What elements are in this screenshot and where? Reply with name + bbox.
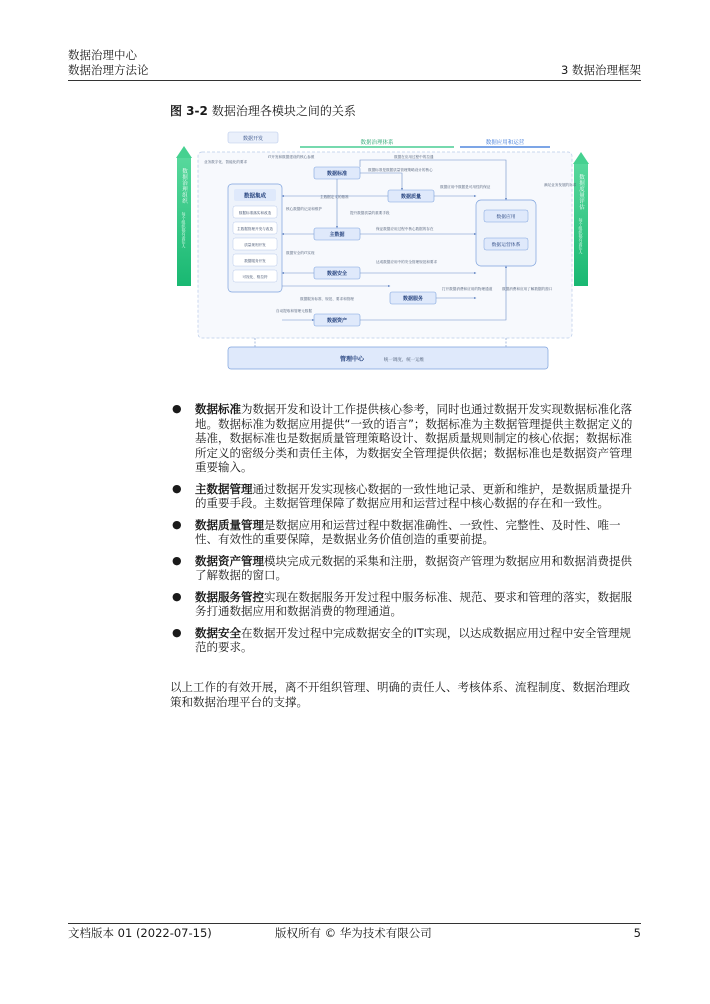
bullet-dot: ● xyxy=(172,481,182,495)
bullet-term: 数据质量管理 xyxy=(195,517,264,532)
header-divider xyxy=(68,80,641,81)
note-n2: IT开发和数据建设的核心参照 xyxy=(268,155,315,159)
bullet-text: 为数据开发和设计工作提供核心参考，同时也通过数据开发实现数据标准化落地。数据标准为数据应用提供“一致的语言”；数据标准为主数据管理提供主数据定义的基准，数据标准也是数据质量管理策略设计、数据质量规则制定的核心依据；数据标准所定义的密级分类和责任主体，为数据安全管理提供依据；数据标准也是数据资产管理重要输入。 xyxy=(195,402,633,474)
app-node-label: 数据应用 xyxy=(496,215,516,220)
note-n16: 自动提取和管理元数据 xyxy=(276,309,312,313)
note-n15: 数据消费和应用了解数据的窗口 xyxy=(502,287,553,291)
dev-label: 数据开发 xyxy=(242,136,264,142)
app-label: 数据应用和运营 xyxy=(485,140,525,146)
integration-item-label: 质量规则开发 xyxy=(244,242,266,247)
bullet-item xyxy=(170,402,640,475)
service-label: 数据服务 xyxy=(402,296,424,302)
bullet-term: 数据资产管理 xyxy=(195,553,264,568)
footer-copyright: 版权所有 © 华为技术有限公司 xyxy=(275,926,432,940)
bullet-item xyxy=(170,554,640,583)
footer-divider xyxy=(68,923,641,924)
right-pillar-sub: 每个组织都有责任人 xyxy=(578,218,584,254)
footer-page-number: 5 xyxy=(633,926,641,940)
bullet-term: 数据安全 xyxy=(195,625,241,640)
integration-items xyxy=(233,206,277,282)
note-n11: 数据安全的IT实现 xyxy=(286,251,315,255)
management-center-sub: 统一调度、统一运维 xyxy=(383,358,425,363)
note-n9: 提升数据质量的重要手段 xyxy=(350,211,390,215)
integration-item-label: 数据服务开发 xyxy=(244,258,266,263)
note-n7: 主数据定义的基准 xyxy=(320,195,349,199)
standard-label: 数据标准 xyxy=(326,171,348,177)
header-product: 数据治理中心 xyxy=(68,48,137,62)
integration-item-label: 数据标准落实和改造 xyxy=(238,210,272,215)
left-pillar-title: 数据治理组织 xyxy=(181,168,187,204)
bullet-text: 是数据应用和运营过程中数据准确性、一致性、完整性、及时性、唯一性、有效性的重要保障，是数据业务价值创造的重要前提。 xyxy=(195,517,621,546)
closing-paragraph: 以上工作的有效开展，离不开组织管理、明确的责任人、考核体系、流程制度、数据治理政策和数据治理平台的支撑。 xyxy=(170,680,630,709)
left-pillar-arrow xyxy=(176,146,192,158)
bullet-item xyxy=(170,518,640,547)
note-n4: 数据标准是数据质量管理策略设计的核心 xyxy=(368,168,433,172)
management-center-label: 管理中心 xyxy=(339,356,365,363)
bullet-dot: ● xyxy=(172,589,182,603)
integration-item-label: 主数据管理开发与改造 xyxy=(237,226,273,231)
bullet-dot: ● xyxy=(172,402,182,415)
note-n3: 数据在应用过程中的拉通 xyxy=(394,155,434,159)
note-n12: 达成数据应用中的安全管理规范和要求 xyxy=(376,260,438,264)
note-n8: 核心数据的记录和维护 xyxy=(286,207,322,211)
document-header xyxy=(68,48,149,78)
bullet-term: 主数据管理 xyxy=(195,481,253,496)
right-pillar-title: 数据度量评估 xyxy=(578,174,584,210)
bullet-text: 通过数据开发实现核心数据的一致性地记录、更新和维护，是数据质量提升的重要手段。主数据管理保障了数据应用和运营过程中核心数据的存在和一致性。 xyxy=(195,481,632,510)
footer-version: 文档版本 01 (2022-07-15) xyxy=(68,926,212,940)
asset-label: 数据资产 xyxy=(326,318,348,324)
left-pillar-sub: 每个组织都有责任人 xyxy=(181,212,187,248)
bullet-text: 实现在数据服务开发过程中服务标准、规范、要求和管理的落实，数据服务打通数据应用和数据消费的物理通道。 xyxy=(195,589,632,618)
ops-node-label: 数据运营体系 xyxy=(491,243,521,248)
right-pillar-arrow xyxy=(573,152,589,164)
note-n5: 数据应用中数据是可用性的保证 xyxy=(440,185,491,189)
figure-caption xyxy=(170,102,356,119)
header-doc-title: 数据治理方法论 xyxy=(68,63,149,77)
bullet-item xyxy=(170,626,640,655)
security-label: 数据安全 xyxy=(326,271,348,277)
note-n10: 保证数据应用过程中核心数据的存在 xyxy=(376,227,434,231)
bullet-item xyxy=(170,482,640,511)
note-n13: 数据服务标准、规范、要求和管理 xyxy=(300,297,354,301)
quality-label: 数据质量 xyxy=(400,194,422,200)
bullet-dot: ● xyxy=(172,625,182,639)
module-bullet-list xyxy=(170,402,640,662)
note-n6: 满足业务发展的诉求 xyxy=(544,183,577,187)
bullet-dot: ● xyxy=(172,553,182,567)
bullet-dot: ● xyxy=(172,517,182,531)
integration-title: 数据集成 xyxy=(243,193,267,200)
system-label: 数据治理体系 xyxy=(360,140,394,146)
figure-title: 数据治理各模块之间的关系 xyxy=(211,104,356,118)
bullet-text: 模块完成元数据的采集和注册，数据资产管理为数据应用和数据消费提供了解数据的窗口。 xyxy=(195,553,632,582)
note-n1: 业务数字化、智能化的要求 xyxy=(204,160,248,164)
bullet-item xyxy=(170,590,640,619)
bullet-term: 数据标准 xyxy=(195,402,241,416)
header-chapter: 3 数据治理框架 xyxy=(561,63,641,77)
master-label: 主数据 xyxy=(329,232,345,238)
bullet-term: 数据服务管控 xyxy=(195,589,264,604)
figure-number: 图 3-2 xyxy=(170,104,208,118)
note-n14: 打开数据消费和应用的物理通道 xyxy=(442,287,493,291)
integration-item-label: 可视化、格拉挎 xyxy=(242,274,268,279)
governance-module-diagram xyxy=(172,122,598,376)
bullet-text: 在数据开发过程中完成数据安全的IT实现，以达成数据应用过程中安全管理规范的要求。 xyxy=(195,625,631,654)
